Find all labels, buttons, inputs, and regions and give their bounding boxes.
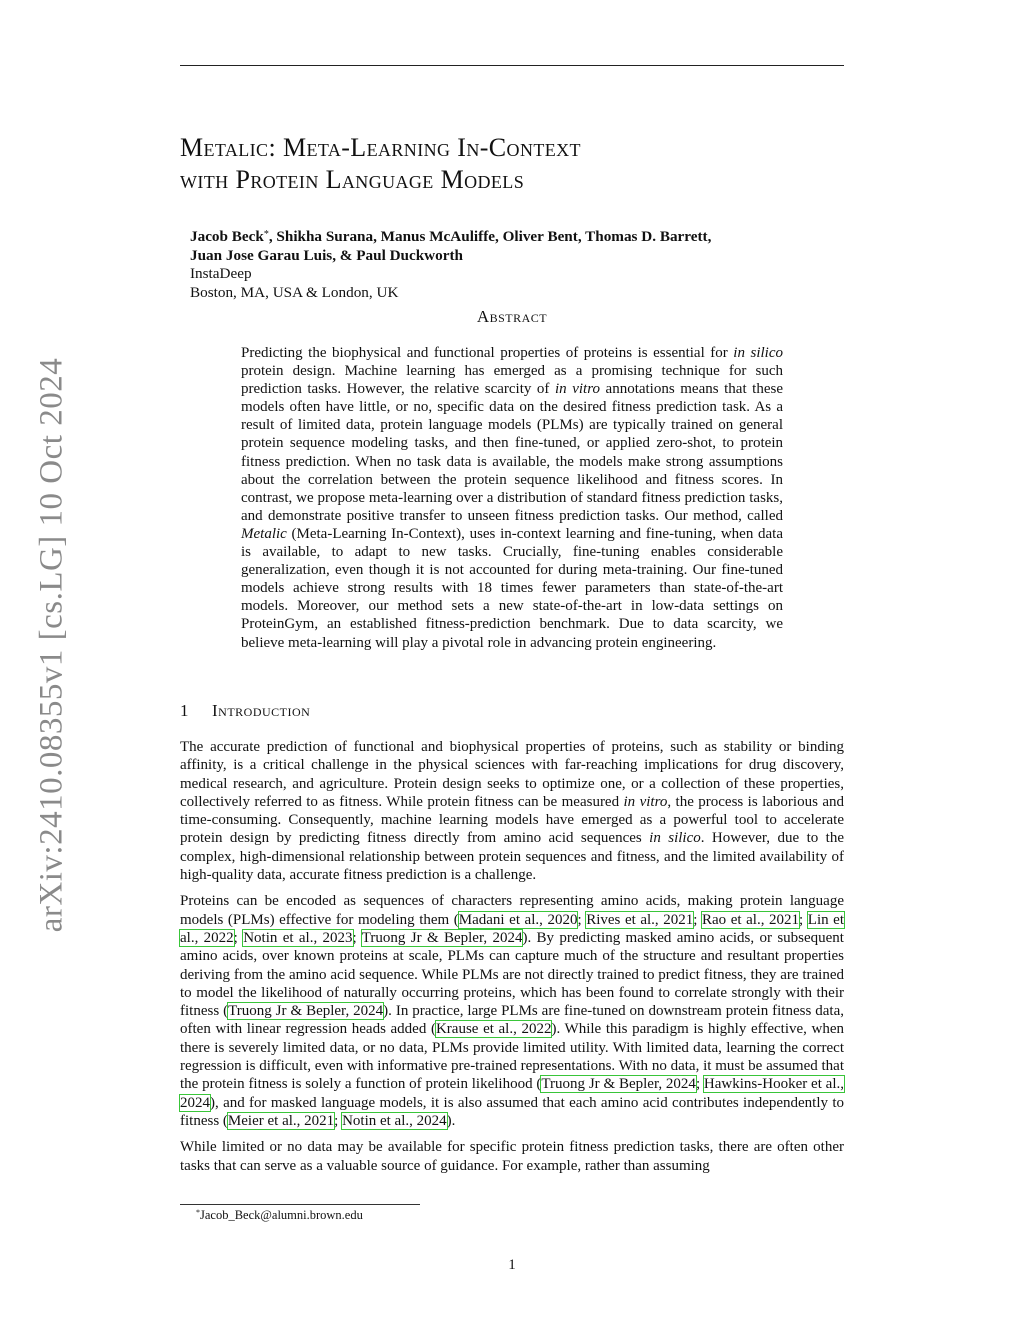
author-block (190, 228, 830, 302)
citation-link[interactable]: Madani et al., 2020 (458, 911, 578, 928)
footnote-mark: * (196, 1208, 200, 1217)
header-rule (180, 65, 844, 66)
authors-line-1: Jacob Beck*, Shikha Surana, Manus McAuliffe, Oliver Bent, Thomas D. Barrett, (190, 228, 712, 245)
citation-link[interactable]: Truong Jr & Bepler, 2024 (541, 1076, 696, 1093)
paper-title (180, 132, 844, 196)
footnote-rule (180, 1204, 420, 1205)
introduction-body (180, 738, 844, 1183)
citation-link[interactable]: Hawkins-Hooker et al., 2024 (180, 1076, 845, 1111)
citation-link[interactable]: Krause et al., 2022 (435, 1021, 552, 1038)
first-author: Jacob Beck (190, 228, 264, 245)
citation-link[interactable]: Lin et al., 2022 (180, 911, 845, 946)
abstract-text: Predicting the biophysical and functional properties of proteins is essential for in silico protein design. Machine learning has emerged as a promising technique for such prediction tasks. However, the relative scarcity of in vitro annotations means that these models often have little, or no, specific data on the desired fitness prediction task. As a result of limited data, protein language models (PLMs) are typically trained on general protein sequence modeling tasks, and then fine-tuned, or applied zero-shot, to protein fitness prediction. When no task data is available, the models make strong assumptions about the correlation between the protein sequence likelihood and fitness scores. In contrast, we propose meta-learning over a distribution of standard fitness prediction tasks, and demonstrate positive transfer to unseen fitness prediction tasks. Our method, called Metalic (Meta-Learning In-Context), uses in-context learning and fine-tuning, when data is available, to adapt to new tasks. Crucially, fine-tuning enables considerable generalization, even though it is not accounted for during meta-training. Our fine-tuned models achieve strong results with 18 times fewer parameters than state-of-the-art models. Moreover, our method sets a new state-of-the-art in low-data settings on ProteinGym, an established fitness-prediction benchmark. Due to data scarcity, we believe meta-learning will play a pivotal role in advancing protein engineering. (241, 345, 783, 651)
intro-paragraph-3: While limited or no data may be available for specific protein fitness prediction tasks, there are often other tasks that can serve as a valuable source of guidance. For example, rather than assuming (180, 1139, 844, 1174)
citation-link[interactable]: Meier et al., 2021 (227, 1112, 335, 1129)
citation-link[interactable]: Notin et al., 2023 (243, 929, 353, 946)
citation-link[interactable]: Rao et al., 2021 (702, 911, 800, 928)
citation-link[interactable]: Truong Jr & Bepler, 2024 (361, 929, 523, 946)
intro-paragraph-1: The accurate prediction of functional and biophysical properties of proteins, such as stability or binding affinity, is a critical challenge in the physical sciences with far-reaching implications for drug discovery, medical research, and agriculture. Protein design seeks to optimize one, or a collection of these properties, collectively referred to as fitness. While protein fitness can be measured in vitro, the process is laborious and time-consuming. Consequently, machine learning models have emerged as a powerful tool to accelerate protein design by predicting fitness directly from amino acid sequences in silico. However, due to the complex, high-dimensional relationship between protein sequences and fitness, and the limited availability of high-quality data, accurate fitness prediction is a challenge. (180, 739, 844, 884)
arxiv-identifier[interactable]: arXiv:2410.08355v1 [cs.LG] 10 Oct 2024 (33, 357, 70, 933)
footnote-email[interactable]: Jacob_Beck@alumni.brown.edu (200, 1208, 363, 1222)
title-line-2: with Protein Language Models (180, 165, 525, 194)
location: Boston, MA, USA & London, UK (190, 283, 399, 301)
title-line-1: Metalic: Meta-Learning In-Context (180, 133, 581, 162)
affiliation: InstaDeep (190, 265, 252, 283)
citation-link[interactable]: Truong Jr & Bepler, 2024 (228, 1003, 384, 1020)
section-title: Introduction (212, 701, 311, 720)
authors-line-2: Juan Jose Garau Luis, & Paul Duckworth (190, 246, 463, 264)
citation-link[interactable]: Rives et al., 2021 (586, 911, 694, 928)
abstract-heading: Abstract (476, 307, 548, 326)
other-authors: Shikha Surana, Manus McAuliffe, Oliver Bent, Thomas D. Barrett, (276, 228, 712, 245)
section-heading-introduction (180, 701, 310, 721)
footnote (196, 1208, 363, 1223)
citation-link[interactable]: Notin et al., 2024 (342, 1112, 447, 1129)
page-number: 1 (508, 1257, 516, 1273)
section-number: 1 (180, 701, 189, 720)
author-footnote-mark[interactable]: * (263, 229, 269, 240)
intro-paragraph-2: Proteins can be encoded as sequences of characters representing amino acids, making protein language models (PLMs) effective for modeling them (Madani et al., 2020; Rives et al., 2021; Rao et al., 2021; Lin et al., 2022; Notin et al., 2023; Truong Jr & Bepler, 2024). By predicting masked amino acids, or subsequent amino acids, over known proteins at scale, PLMs can capture much of the structure and resultant properties deriving from the amino acid sequence. While PLMs are not directly trained to predict fitness, they are trained to model the likelihood of naturally occurring proteins, which has been found to correlate strongly with their fitness (Truong Jr & Bepler, 2024). In practice, large PLMs are fine-tuned on downstream protein fitness data, often with linear regression heads added (Krause et al., 2022). While this paradigm is highly effective, when there is severely limited data, or no data, PLMs provide limited utility. With limited data, learning the correct regression is difficult, even with informative pre-trained representations. With no data, it must be assumed that the protein fitness is solely a function of protein likelihood (Truong Jr & Bepler, 2024; Hawkins-Hooker et al., 2024), and for masked language models, it is also assumed that each amino acid contributes independently to fitness (Meier et al., 2021; Notin et al., 2024). (180, 893, 845, 1129)
